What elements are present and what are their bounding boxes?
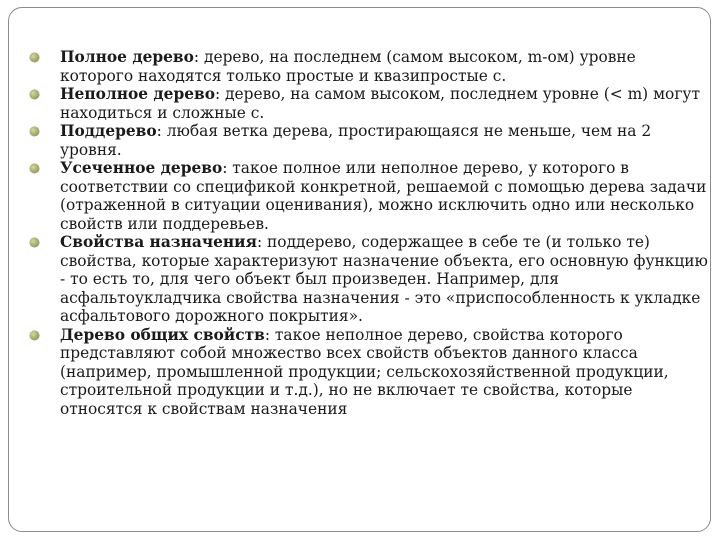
item-term: Полное дерево <box>60 48 194 66</box>
item-term: Усеченное дерево <box>60 159 223 177</box>
item-text: : дерево, на последнем (самом высоком, m-ом) уровне которого находятся только простые и квазипростые с. <box>60 48 636 85</box>
bullet-icon <box>30 53 39 62</box>
bullet-icon <box>30 164 39 173</box>
list-item <box>28 326 712 419</box>
list-item <box>28 48 712 85</box>
item-text: : любая ветка дерева, простирающаяся не меньше, чем на 2 уровня. <box>60 122 652 159</box>
bullet-icon <box>30 90 39 99</box>
bullet-icon <box>30 331 39 340</box>
definitions-list <box>28 48 712 418</box>
item-text: : такое неполное дерево, свойства которого представляют собой множество всех свойств объектов данного класса (например, промышленной продукции; сельскохозяйственной продукции, строительной продукции и т.д.), но не включает те свойства, которые относятся к свойствам назначения <box>60 325 669 418</box>
list-item <box>28 233 712 326</box>
list-item <box>28 85 712 122</box>
item-term: Свойства назначения <box>60 233 257 251</box>
bullet-icon <box>30 127 39 136</box>
item-text: : поддерево, содержащее в себе те (и только те) свойства, которые характеризуют назначение объекта, его основную функцию - то есть то, для чего объект был произведен. Например, для асфальтоукладчика свойства назначения - это «приспособленность к укладке асфальтового дорожного покрытия». <box>60 233 708 325</box>
item-term: Поддерево <box>60 122 157 140</box>
item-term: Неполное дерево <box>60 85 215 103</box>
item-text: : такое полное или неполное дерево, у которого в соответствии со спецификой конкретной, решаемой с помощью дерева задачи (отраженной в ситуации оценивания), можно исключить одно или несколько свойств или поддеревьев. <box>60 159 707 233</box>
bullet-icon <box>30 238 39 247</box>
list-item <box>28 159 712 233</box>
list-item <box>28 122 712 159</box>
item-term: Дерево общих свойств <box>60 325 265 344</box>
item-text: : дерево, на самом высоком, последнем уровне (< m) могут находиться и сложные с. <box>60 85 700 122</box>
